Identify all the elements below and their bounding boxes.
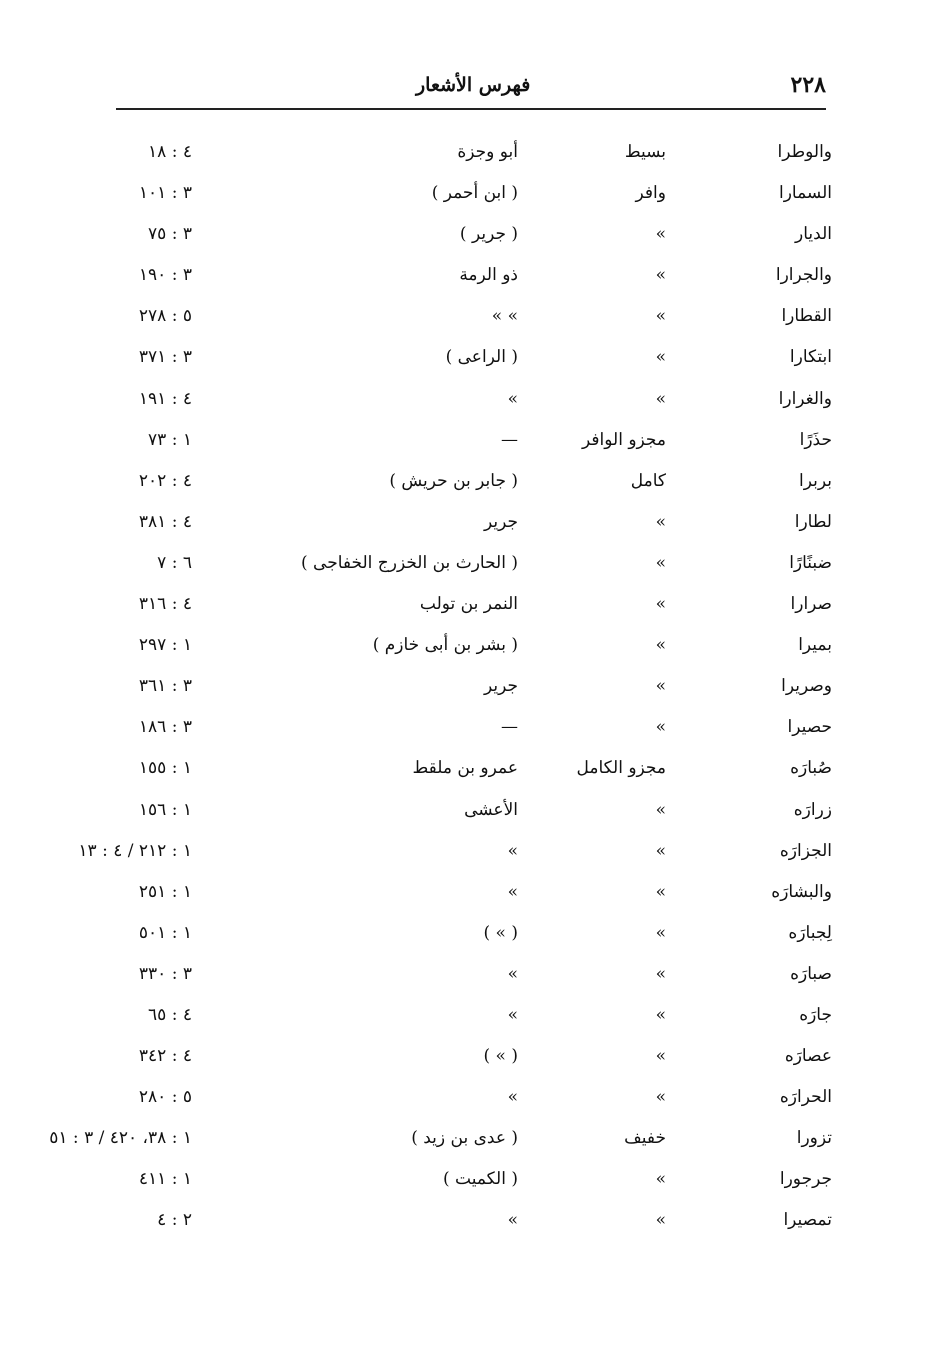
poet: ( الحارث بن الخزرج الخفاجى ) xyxy=(301,552,518,573)
reference: ١ : ١٥٥ xyxy=(138,758,192,779)
poet: النمر بن تولب xyxy=(419,594,518,615)
poet: » xyxy=(507,1210,518,1231)
index-row xyxy=(0,463,928,504)
poet: » xyxy=(507,1087,518,1108)
index-row xyxy=(0,956,928,997)
index-row xyxy=(0,750,928,791)
meter: » xyxy=(655,1210,666,1231)
poet: عمرو بن ملقط xyxy=(412,758,518,779)
rhyme-word: جرجورا xyxy=(779,1169,832,1190)
index-row xyxy=(0,381,928,422)
poet: ( عدى بن زيد ) xyxy=(411,1128,518,1149)
index-row xyxy=(0,298,928,339)
rhyme-word: لِجبارَه xyxy=(788,922,832,943)
index-row xyxy=(0,339,928,380)
rhyme-word: الديار xyxy=(795,224,832,245)
poet: » » xyxy=(491,306,518,327)
meter: وافر xyxy=(635,183,666,204)
poet: » xyxy=(507,963,518,984)
meter: » xyxy=(655,265,666,286)
rhyme-word: حصيرا xyxy=(787,717,832,738)
index-row xyxy=(0,1161,928,1202)
rhyme-word: صبارَه xyxy=(790,963,832,984)
reference: ٣ : ٣٧١ xyxy=(138,347,192,368)
poet: ( بشر بن أبى خازم ) xyxy=(372,635,518,656)
meter: » xyxy=(655,224,666,245)
index-row xyxy=(0,627,928,668)
meter: » xyxy=(655,306,666,327)
poet: الأعشى xyxy=(464,799,518,820)
index-row xyxy=(0,833,928,874)
index-row xyxy=(0,422,928,463)
index-row xyxy=(0,668,928,709)
index-row xyxy=(0,1202,928,1243)
reference: ١ : ٣٨، ٤٢٠ / ٣ : ٥١ xyxy=(49,1128,192,1149)
meter: مجزو الكامل xyxy=(576,758,666,779)
reference: ٤ : ٦٥ xyxy=(148,1004,192,1025)
reference: ١ : ٧٣ xyxy=(148,429,192,450)
rhyme-word: والبشارَه xyxy=(771,881,832,902)
index-row xyxy=(0,586,928,627)
reference: ٤ : ٣٨١ xyxy=(138,511,192,532)
reference: ٤ : ٣١٦ xyxy=(138,594,192,615)
poet: ( الراعى ) xyxy=(445,347,518,368)
poet: ( جرير ) xyxy=(459,224,518,245)
meter: خفيف xyxy=(624,1128,666,1149)
reference: ٦ : ٧ xyxy=(157,552,192,573)
poet: ذو الرمة xyxy=(459,265,518,286)
poet: ( » ) xyxy=(483,922,518,943)
page-header xyxy=(116,70,826,104)
poet: — xyxy=(501,429,518,450)
reference: ١ : ٤١١ xyxy=(138,1169,192,1190)
reference: ١ : ٢٩٧ xyxy=(138,635,192,656)
index-row xyxy=(0,134,928,175)
rhyme-word: الجزارَه xyxy=(779,840,832,861)
index-row xyxy=(0,257,928,298)
meter: » xyxy=(655,799,666,820)
reference: ٣ : ١٩٠ xyxy=(138,265,192,286)
rhyme-word: صرارا xyxy=(790,594,832,615)
meter: » xyxy=(655,511,666,532)
index-row xyxy=(0,1038,928,1079)
rhyme-word: جارَه xyxy=(799,1004,832,1025)
poet: ( جابر بن حريش ) xyxy=(389,470,518,491)
reference: ١ : ٢٥١ xyxy=(138,881,192,902)
rhyme-word: والوطرا xyxy=(777,142,832,162)
rhyme-word: والغرارا xyxy=(778,388,832,409)
rhyme-word: السمارا xyxy=(778,183,832,204)
running-title: فهرس الأشعار xyxy=(416,74,531,96)
index-row xyxy=(0,997,928,1038)
rhyme-word: وصريرا xyxy=(781,676,832,697)
poet: » xyxy=(507,388,518,409)
meter: كامل xyxy=(630,470,666,491)
rhyme-word: عصارَه xyxy=(784,1046,832,1067)
reference: ١ : ١٥٦ xyxy=(138,799,192,820)
reference: ٤ : ١٨ xyxy=(148,142,192,162)
index-row xyxy=(0,792,928,833)
meter: » xyxy=(655,1169,666,1190)
rhyme-word: تمصيرا xyxy=(783,1210,832,1231)
rhyme-word: تزورا xyxy=(796,1128,832,1149)
rhyme-word: القطارا xyxy=(781,306,832,327)
index-row xyxy=(0,504,928,545)
meter: » xyxy=(655,676,666,697)
poet: جرير xyxy=(484,511,518,532)
meter: » xyxy=(655,635,666,656)
poetry-index-table xyxy=(0,134,928,1244)
rhyme-word: ضبنًارًا xyxy=(789,552,832,573)
index-row xyxy=(0,874,928,915)
poet: جرير xyxy=(484,676,518,697)
rhyme-word: والجرارا xyxy=(775,265,832,286)
meter: » xyxy=(655,840,666,861)
header-rule xyxy=(116,108,826,110)
poet: » xyxy=(507,1004,518,1025)
poet: ( » ) xyxy=(483,1046,518,1067)
poet: ( الكميت ) xyxy=(442,1169,518,1190)
meter: » xyxy=(655,1087,666,1108)
index-row xyxy=(0,175,928,216)
index-row xyxy=(0,216,928,257)
index-row xyxy=(0,915,928,956)
rhyme-word: ابتكارا xyxy=(789,347,832,368)
rhyme-word: صُبارَه xyxy=(790,758,832,779)
rhyme-word: بربرا xyxy=(799,470,832,491)
index-row xyxy=(0,545,928,586)
reference: ٣ : ٧٥ xyxy=(148,224,192,245)
index-row xyxy=(0,1079,928,1120)
reference: ٥ : ٢٨٠ xyxy=(138,1087,192,1108)
index-row xyxy=(0,709,928,750)
rhyme-word: بميرا xyxy=(798,635,832,656)
meter: » xyxy=(655,963,666,984)
reference: ٣ : ١٠١ xyxy=(138,183,192,204)
reference: ١ : ٢١٢ / ٤ : ١٣ xyxy=(78,840,192,861)
rhyme-word: حذَرًا xyxy=(799,429,832,450)
meter: » xyxy=(655,881,666,902)
rhyme-word: الحرارَه xyxy=(779,1087,832,1108)
poet: أبو وجزة xyxy=(457,142,518,162)
meter: » xyxy=(655,922,666,943)
reference: ١ : ٥٠١ xyxy=(138,922,192,943)
poet: » xyxy=(507,840,518,861)
meter: » xyxy=(655,717,666,738)
reference: ٣ : ١٨٦ xyxy=(138,717,192,738)
poet: — xyxy=(501,717,518,738)
reference: ٣ : ٣٣٠ xyxy=(138,963,192,984)
reference: ٤ : ١٩١ xyxy=(138,388,192,409)
reference: ٣ : ٣٦١ xyxy=(138,676,192,697)
meter: » xyxy=(655,347,666,368)
meter: مجزو الوافر xyxy=(582,429,666,450)
rhyme-word: زرارَه xyxy=(793,799,832,820)
index-row xyxy=(0,1120,928,1161)
reference: ٤ : ٢٠٢ xyxy=(138,470,192,491)
meter: » xyxy=(655,552,666,573)
meter: » xyxy=(655,594,666,615)
meter: » xyxy=(655,1046,666,1067)
reference: ٢ : ٤ xyxy=(157,1210,192,1231)
reference: ٤ : ٣٤٢ xyxy=(138,1046,192,1067)
page-number: ٢٢٨ xyxy=(790,72,826,98)
meter: » xyxy=(655,1004,666,1025)
poet: » xyxy=(507,881,518,902)
meter: بسيط xyxy=(624,142,666,162)
rhyme-word: لطارا xyxy=(794,511,832,532)
reference: ٥ : ٢٧٨ xyxy=(138,306,192,327)
poet: ( ابن أحمر ) xyxy=(431,183,518,204)
meter: » xyxy=(655,388,666,409)
